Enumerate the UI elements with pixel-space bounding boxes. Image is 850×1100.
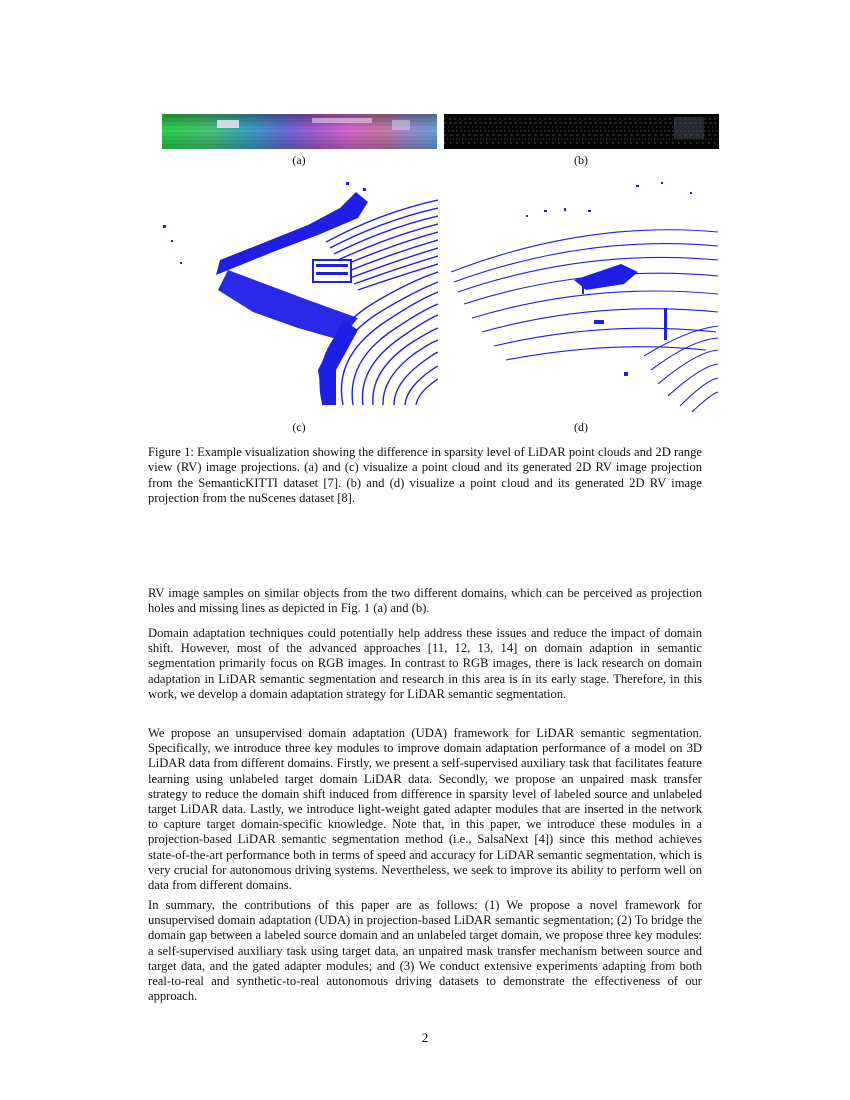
paragraph-4: In summary, the contributions of this paper are as follows: (1) We propose a novel framework for unsupervised domain adaptation (UDA) in projection-based LiDAR semantic segmentation; (2) To bridge the domain gap between a labeled source domain and an unlabeled target domain, we propose three key modules: a self-supervised auxiliary task using target data, an unpaired mask transfer mechanism between source and target data, and the gated adapter modules; and (3) We conduct extensive experiments adapting from both real-to-real and synthetic-to-real autonomous driving datasets to demonstrate the effectiveness of our approach.	[148, 898, 702, 1004]
figure-panel-b-range-view	[444, 114, 719, 149]
range-view-image-b	[444, 114, 719, 149]
figure-panel-d-point-cloud	[446, 180, 720, 415]
panel-label-c: (c)	[292, 420, 306, 434]
paragraph-3: We propose an unsupervised domain adaptation (UDA) framework for LiDAR semantic segmentation. Specifically, we introduce three key modules to improve domain adaptation performance of a model on 3D LiDAR data from different domains. Firstly, we present a self-supervised auxiliary task that facilitates feature learning using unlabeled target domain LiDAR data. Secondly, we propose an unpaired mask transfer strategy to reduce the domain shift induced from difference in sparsity level of labeled source and unlabeled target LiDAR data. Lastly, we introduce light-weight gated adapter modules that are inserted in the network to capture target domain-specific knowledge. Note that, in this paper, we introduce these modules in a projection-based LiDAR semantic segmentation method (i.e., SalsaNext [4]) since this method achieves state-of-the-art performance both in terms of speed and accuracy for LiDAR semantic segmentation, which is very crucial for autonomous driving systems. Nevertheless, we seek to improve its ability to perform well on data from different domains.	[148, 726, 702, 893]
panel-label-b: (b)	[574, 153, 588, 167]
figure-panel-c-point-cloud	[158, 180, 438, 415]
paragraph-1: RV image samples on similar objects from the two different domains, which can be perceived as projection holes and missing lines as depicted in Fig. 1 (a) and (b).	[148, 586, 702, 616]
point-cloud-c	[158, 180, 438, 415]
range-view-image-a	[162, 114, 437, 149]
page-number: 2	[421, 1030, 429, 1045]
point-cloud-d	[446, 180, 720, 415]
figure-caption: Figure 1: Example visualization showing the difference in sparsity level of LiDAR point clouds and 2D range view (RV) image projections. (a) and (c) visualize a point cloud and its generated 2D RV image projection from the SemanticKITTI dataset [7]. (b) and (d) visualize a point cloud and its generated 2D RV image projection from the nuScenes dataset [8].	[148, 445, 702, 505]
panel-label-d: (d)	[574, 420, 588, 434]
panel-label-a: (a)	[292, 153, 306, 167]
paragraph-2: Domain adaptation techniques could potentially help address these issues and reduce the impact of domain shift. However, most of the advanced approaches [11, 12, 13, 14] on domain adaption in semantic segmentation primarily focus on RGB images. In contrast to RGB images, there is lack research on domain adaptation in LiDAR semantic segmentation and research in this area is in its early stage. Therefore, in this work, we develop a domain adaptation strategy for LiDAR semantic segmentation.	[148, 626, 702, 701]
figure-panel-a-range-view	[162, 114, 437, 149]
